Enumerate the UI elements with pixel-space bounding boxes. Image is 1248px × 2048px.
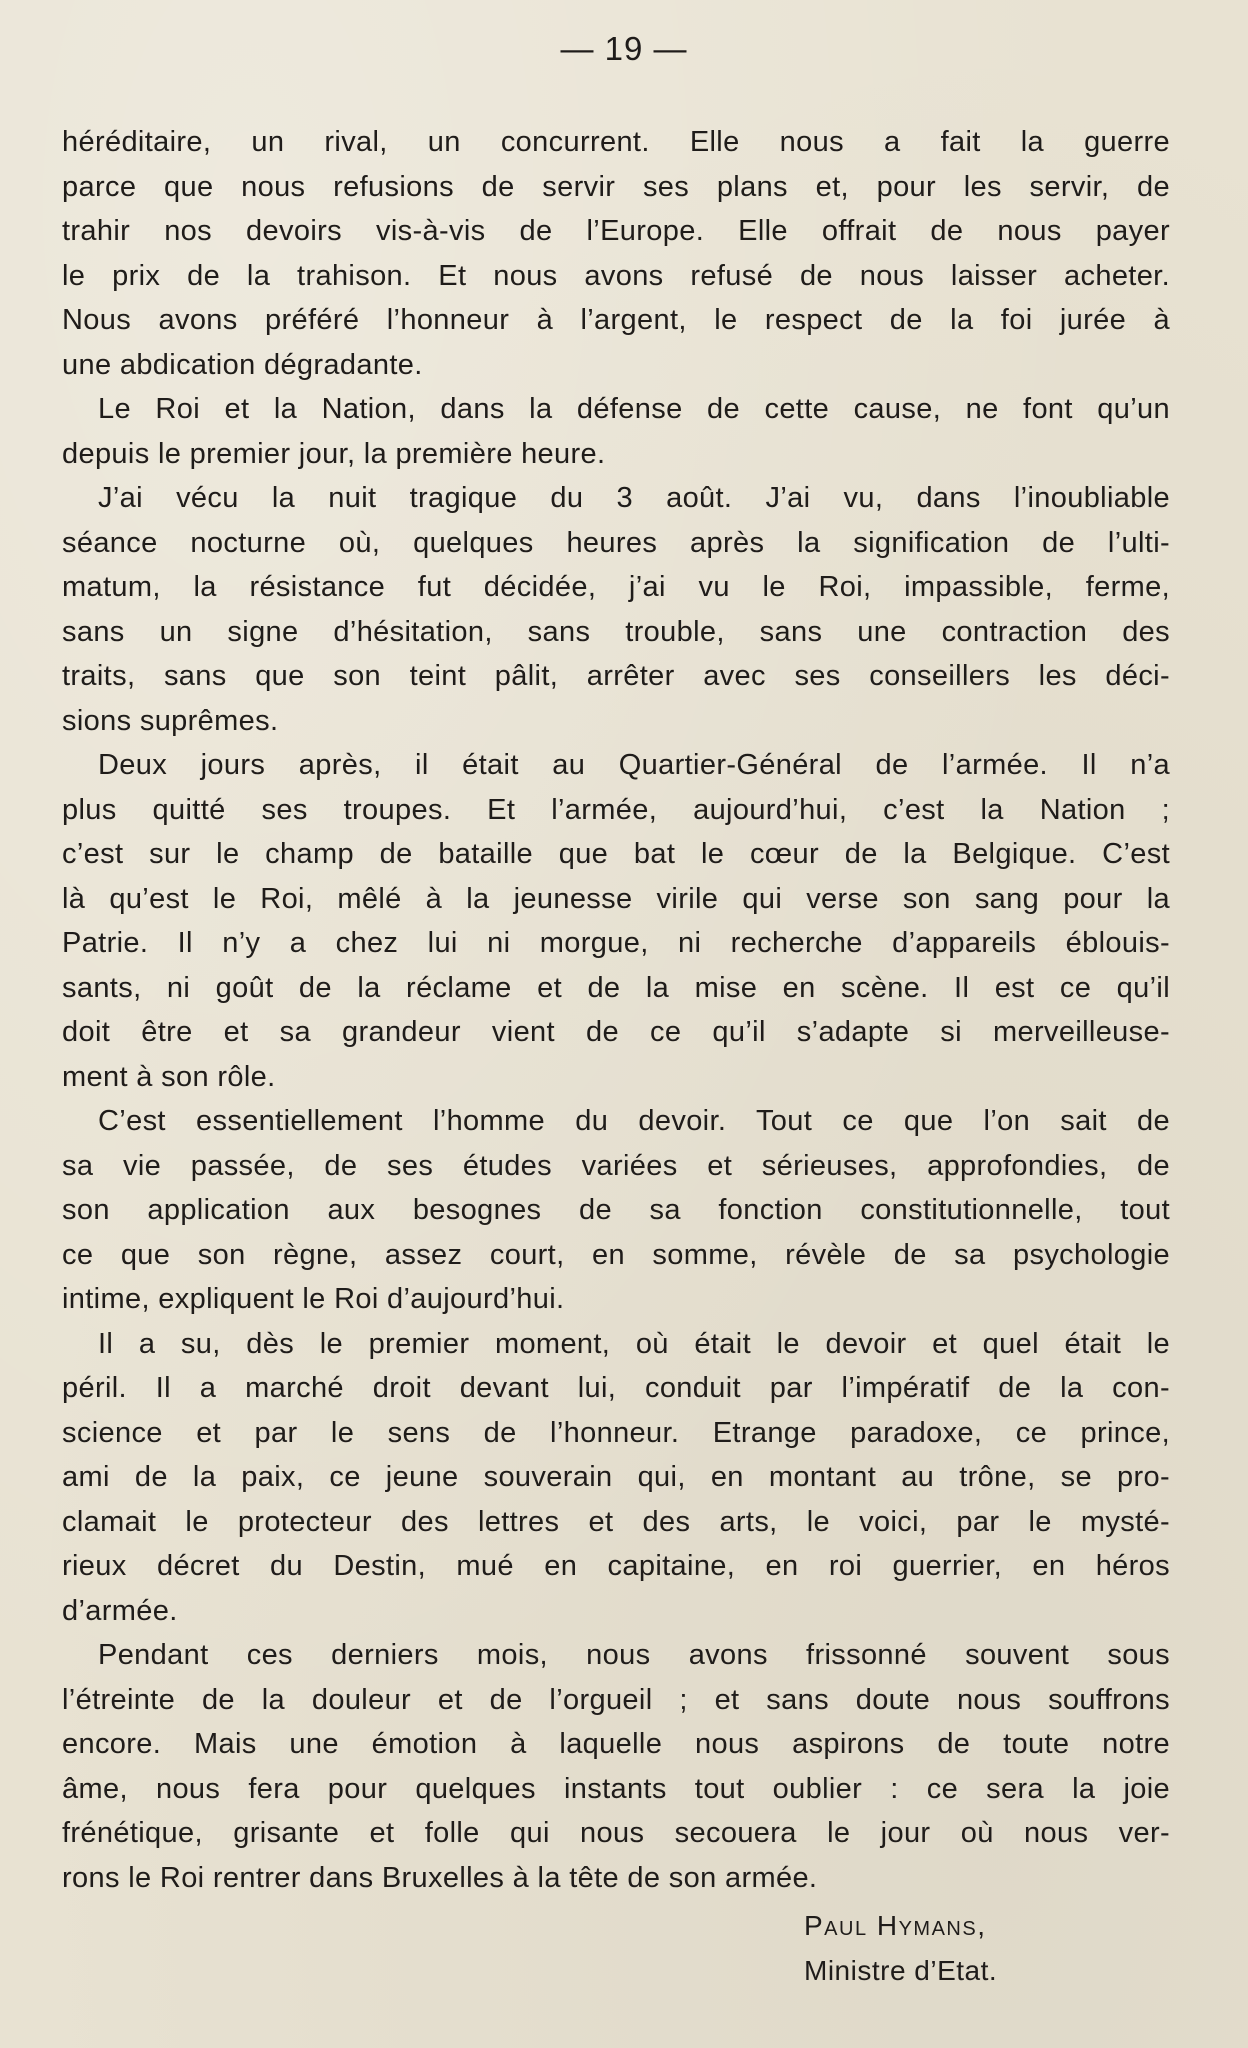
- text-line: trahir nos devoirs vis-à-vis de l’Europe. Elle offrait de nous payer: [62, 215, 1170, 247]
- text-line: Deux jours après, il était au Quartier-Général de l’armée. Il n’a: [98, 749, 1170, 781]
- text-line: sans un signe d’hésitation, sans trouble, sans une contraction des: [62, 615, 1170, 648]
- text-line: péril. Il a marché droit devant lui, conduit par l’impératif de la con-: [62, 1372, 1170, 1404]
- text-line: Il a su, dès le premier moment, où était le devoir et quel était le: [98, 1327, 1170, 1360]
- text-line: encore. Mais une émotion à laquelle nous aspirons de toute notre: [62, 1728, 1170, 1760]
- text-line: ami de la paix, ce jeune souverain qui, en montant au trône, se pro-: [62, 1461, 1170, 1493]
- text-line: là qu’est le Roi, mêlé à la jeunesse virile qui verse son sang pour la: [62, 882, 1170, 915]
- text-line: sa vie passée, de ses études variées et sérieuses, approfondies, de: [62, 1149, 1170, 1182]
- text-line: l’étreinte de la douleur et de l’orgueil ; et sans doute nous souffrons: [62, 1683, 1170, 1716]
- text-line: sants, ni goût de la réclame et de la mise en scène. Il est ce qu’il: [62, 971, 1170, 1004]
- text-line: traits, sans que son teint pâlit, arrêter avec ses conseillers les déci-: [62, 660, 1170, 692]
- text-line: ment à son rôle.: [62, 1060, 276, 1093]
- body-text: [62, 120, 1170, 1900]
- text-line: ce que son règne, assez court, en somme, révèle de sa psychologie: [62, 1238, 1170, 1271]
- text-line: Le Roi et la Nation, dans la défense de cette cause, ne font qu’un: [98, 393, 1170, 425]
- text-line: une abdication dégradante.: [62, 348, 423, 381]
- text-line: depuis le premier jour, la première heure.: [62, 437, 606, 470]
- text-line: sions suprêmes.: [62, 704, 279, 737]
- text-line: frénétique, grisante et folle qui nous secouera le jour où nous ver-: [62, 1817, 1170, 1849]
- text-line: doit être et sa grandeur vient de ce qu’il s’adapte si merveilleuse-: [62, 1016, 1170, 1048]
- text-line: Pendant ces derniers mois, nous avons frissonné souvent sous: [98, 1639, 1170, 1671]
- text-line: rons le Roi rentrer dans Bruxelles à la tête de son armée.: [62, 1861, 818, 1894]
- text-line: rieux décret du Destin, mué en capitaine, en roi guerrier, en héros: [62, 1550, 1170, 1582]
- text-line: J’ai vécu la nuit tragique du 3 août. J’ai vu, dans l’inoubliable: [98, 482, 1170, 514]
- page-number: — 19 —: [560, 30, 688, 67]
- text-line: C’est essentiellement l’homme du devoir. Tout ce que l’on sait de: [98, 1105, 1170, 1137]
- text-line: son application aux besognes de sa fonction constitutionnelle, tout: [62, 1194, 1170, 1226]
- text-line: matum, la résistance fut décidée, j’ai vu le Roi, impassible, ferme,: [62, 571, 1170, 603]
- text-line: d’armée.: [62, 1594, 178, 1627]
- text-line: héréditaire, un rival, un concurrent. Elle nous a fait la guerre: [62, 126, 1170, 158]
- text-line: intime, expliquent le Roi d’aujourd’hui.: [62, 1283, 565, 1315]
- author-title: Ministre d’Etat.: [804, 1954, 998, 1986]
- text-line: plus quitté ses troupes. Et l’armée, aujourd’hui, c’est la Nation ;: [62, 793, 1170, 826]
- text-line: parce que nous refusions de servir ses plans et, pour les servir, de: [62, 170, 1170, 203]
- text-line: âme, nous fera pour quelques instants tout oublier : ce sera la joie: [62, 1772, 1170, 1805]
- text-line: séance nocturne où, quelques heures après la signification de l’ulti-: [62, 526, 1170, 559]
- text-line: Patrie. Il n’y a chez lui ni morgue, ni recherche d’appareils éblouis-: [62, 927, 1170, 959]
- author-name: Paul Hymans,: [804, 1910, 987, 1941]
- signature-block: [804, 1904, 1164, 1993]
- text-line: le prix de la trahison. Et nous avons refusé de nous laisser acheter.: [62, 259, 1170, 292]
- text-line: clamait le protecteur des lettres et des arts, le voici, par le mysté-: [62, 1505, 1170, 1538]
- text-line: c’est sur le champ de bataille que bat le cœur de la Belgique. C’est: [62, 838, 1170, 870]
- text-line: science et par le sens de l’honneur. Etrange paradoxe, ce prince,: [62, 1416, 1170, 1449]
- text-line: Nous avons préféré l’honneur à l’argent, le respect de la foi jurée à: [62, 304, 1170, 336]
